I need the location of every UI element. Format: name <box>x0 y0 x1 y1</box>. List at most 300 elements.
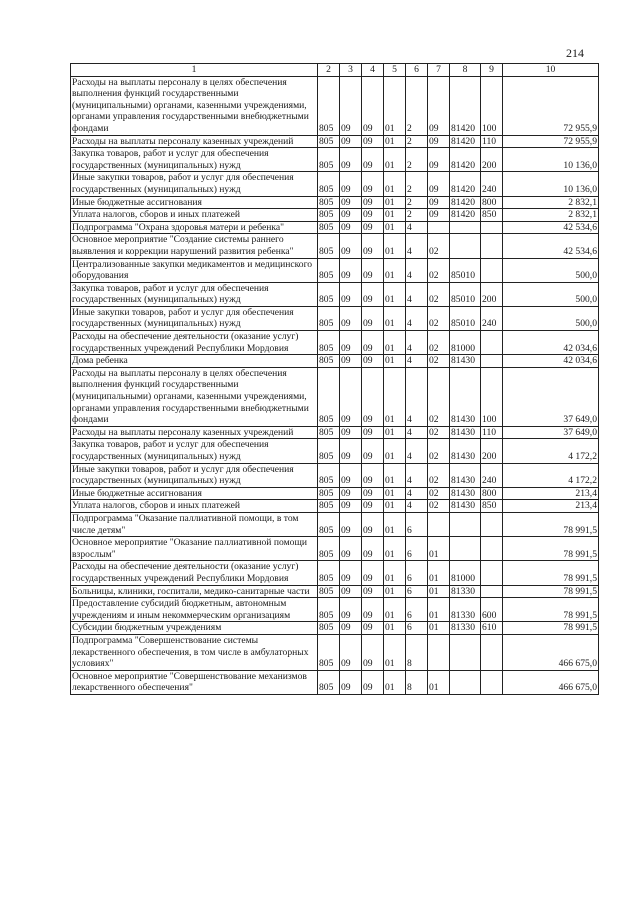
code-cell: 09 <box>340 487 362 500</box>
code-cell: 81430 <box>450 439 481 463</box>
code-cell: 01 <box>428 598 450 622</box>
code-cell: 09 <box>362 537 384 561</box>
code-cell: 200 <box>481 439 503 463</box>
code-cell: 2 <box>406 172 428 196</box>
code-cell <box>450 512 481 536</box>
amount-cell: 500,0 <box>503 306 599 330</box>
table-row <box>71 282 599 306</box>
code-cell: 02 <box>428 306 450 330</box>
code-cell: 240 <box>481 172 503 196</box>
code-cell: 02 <box>428 367 450 426</box>
row-name: Уплата налогов, сборов и иных платежей <box>71 209 318 222</box>
code-cell: 09 <box>340 135 362 148</box>
row-name: Субсидии бюджетным учреждениям <box>71 622 318 635</box>
code-cell: 6 <box>406 561 428 585</box>
code-cell <box>481 512 503 536</box>
code-cell <box>450 221 481 234</box>
code-cell: 81330 <box>450 598 481 622</box>
code-cell: 09 <box>340 439 362 463</box>
code-cell: 6 <box>406 598 428 622</box>
amount-cell: 37 649,0 <box>503 426 599 439</box>
table-row <box>71 331 599 355</box>
code-cell: 200 <box>481 148 503 172</box>
code-cell: 2 <box>406 76 428 135</box>
code-cell: 4 <box>406 367 428 426</box>
header-cell: 2 <box>318 64 340 77</box>
amount-cell: 37 649,0 <box>503 367 599 426</box>
code-cell: 09 <box>340 196 362 209</box>
code-cell <box>481 561 503 585</box>
row-name: Закупка товаров, работ и услуг для обеспечения государственных (муниципальных) нужд <box>71 439 318 463</box>
code-cell <box>428 634 450 670</box>
code-cell: 09 <box>362 209 384 222</box>
code-cell: 02 <box>428 282 450 306</box>
amount-cell: 10 136,0 <box>503 148 599 172</box>
code-cell: 02 <box>428 258 450 282</box>
table-row <box>71 634 599 670</box>
code-cell: 81430 <box>450 355 481 368</box>
table-row <box>71 234 599 258</box>
code-cell: 4 <box>406 463 428 487</box>
code-cell: 09 <box>362 172 384 196</box>
amount-cell: 78 991,5 <box>503 537 599 561</box>
table-row <box>71 306 599 330</box>
code-cell <box>481 670 503 694</box>
code-cell: 600 <box>481 598 503 622</box>
code-cell: 01 <box>384 537 406 561</box>
code-cell: 09 <box>340 512 362 536</box>
row-name: Основное мероприятие "Совершенствование механизмов лекарственного обеспечения" <box>71 670 318 694</box>
table-row <box>71 196 599 209</box>
code-cell: 6 <box>406 585 428 598</box>
code-cell: 110 <box>481 426 503 439</box>
code-cell: 09 <box>362 585 384 598</box>
code-cell: 850 <box>481 209 503 222</box>
code-cell: 01 <box>384 561 406 585</box>
code-cell: 02 <box>428 487 450 500</box>
code-cell: 6 <box>406 512 428 536</box>
code-cell: 01 <box>384 148 406 172</box>
table-row <box>71 512 599 536</box>
code-cell: 09 <box>340 634 362 670</box>
code-cell <box>481 221 503 234</box>
code-cell: 02 <box>428 234 450 258</box>
code-cell: 805 <box>318 439 340 463</box>
table-row <box>71 463 599 487</box>
header-cell: 6 <box>406 64 428 77</box>
code-cell: 6 <box>406 537 428 561</box>
code-cell: 805 <box>318 500 340 513</box>
code-cell: 01 <box>384 282 406 306</box>
code-cell: 09 <box>362 634 384 670</box>
code-cell: 09 <box>362 561 384 585</box>
code-cell: 09 <box>362 439 384 463</box>
code-cell: 85010 <box>450 306 481 330</box>
code-cell: 4 <box>406 426 428 439</box>
code-cell: 09 <box>340 209 362 222</box>
row-name: Расходы на обеспечение деятельности (оказание услуг) государственных учреждений Республики Мордовия <box>71 331 318 355</box>
row-name: Основное мероприятие "Создание системы раннего выявления и коррекции нарушений развития ребенка" <box>71 234 318 258</box>
code-cell: 81420 <box>450 76 481 135</box>
code-cell: 805 <box>318 209 340 222</box>
budget-table <box>70 63 599 695</box>
code-cell <box>450 634 481 670</box>
code-cell: 09 <box>340 148 362 172</box>
code-cell: 805 <box>318 355 340 368</box>
row-name: Расходы на обеспечение деятельности (оказание услуг) государственных учреждений Республики Мордовия <box>71 561 318 585</box>
page-number: 214 <box>566 46 584 60</box>
table-row <box>71 487 599 500</box>
code-cell: 805 <box>318 196 340 209</box>
amount-cell: 466 675,0 <box>503 634 599 670</box>
code-cell: 805 <box>318 537 340 561</box>
code-cell: 01 <box>384 331 406 355</box>
code-cell: 2 <box>406 196 428 209</box>
amount-cell: 466 675,0 <box>503 670 599 694</box>
amount-cell: 72 955,9 <box>503 76 599 135</box>
code-cell <box>481 634 503 670</box>
header-row <box>71 64 599 77</box>
code-cell: 09 <box>362 487 384 500</box>
code-cell: 01 <box>384 585 406 598</box>
row-name: Подпрограмма "Совершенствование системы лекарственного обеспечения, в том числе в амбулаторных условиях" <box>71 634 318 670</box>
row-name: Иные бюджетные ассигнования <box>71 196 318 209</box>
code-cell: 09 <box>362 670 384 694</box>
code-cell: 02 <box>428 355 450 368</box>
code-cell: 02 <box>428 331 450 355</box>
code-cell: 100 <box>481 76 503 135</box>
code-cell: 09 <box>428 196 450 209</box>
code-cell: 85010 <box>450 258 481 282</box>
code-cell: 81430 <box>450 463 481 487</box>
code-cell: 4 <box>406 487 428 500</box>
code-cell: 4 <box>406 221 428 234</box>
code-cell: 01 <box>428 537 450 561</box>
code-cell: 01 <box>384 500 406 513</box>
code-cell: 09 <box>340 500 362 513</box>
code-cell: 09 <box>362 221 384 234</box>
code-cell: 805 <box>318 367 340 426</box>
code-cell: 09 <box>362 331 384 355</box>
code-cell: 850 <box>481 500 503 513</box>
code-cell: 2 <box>406 148 428 172</box>
code-cell: 01 <box>428 585 450 598</box>
amount-cell: 42 534,6 <box>503 234 599 258</box>
amount-cell: 4 172,2 <box>503 439 599 463</box>
header-cell: 9 <box>481 64 503 77</box>
code-cell: 02 <box>428 426 450 439</box>
row-name: Иные закупки товаров, работ и услуг для обеспечения государственных (муниципальных) нужд <box>71 463 318 487</box>
code-cell: 81330 <box>450 585 481 598</box>
code-cell: 01 <box>384 512 406 536</box>
code-cell: 81430 <box>450 367 481 426</box>
code-cell: 805 <box>318 426 340 439</box>
header-cell: 7 <box>428 64 450 77</box>
code-cell: 805 <box>318 463 340 487</box>
amount-cell: 500,0 <box>503 258 599 282</box>
code-cell: 09 <box>428 135 450 148</box>
code-cell: 09 <box>362 258 384 282</box>
amount-cell: 2 832,1 <box>503 209 599 222</box>
header-cell: 1 <box>71 64 318 77</box>
code-cell <box>481 355 503 368</box>
code-cell <box>450 234 481 258</box>
code-cell: 01 <box>384 426 406 439</box>
code-cell: 02 <box>428 500 450 513</box>
code-cell: 09 <box>340 282 362 306</box>
code-cell: 4 <box>406 355 428 368</box>
code-cell <box>450 537 481 561</box>
code-cell: 2 <box>406 135 428 148</box>
header-cell: 8 <box>450 64 481 77</box>
row-name: Больницы, клиники, госпитали, медико-санитарные части <box>71 585 318 598</box>
code-cell: 800 <box>481 487 503 500</box>
code-cell: 01 <box>384 258 406 282</box>
table-row <box>71 622 599 635</box>
code-cell: 09 <box>362 622 384 635</box>
code-cell: 01 <box>384 355 406 368</box>
code-cell: 09 <box>340 561 362 585</box>
code-cell: 805 <box>318 585 340 598</box>
table-row <box>71 537 599 561</box>
code-cell <box>428 512 450 536</box>
table-row <box>71 426 599 439</box>
code-cell: 8 <box>406 634 428 670</box>
amount-cell: 78 991,5 <box>503 622 599 635</box>
row-name: Иные бюджетные ассигнования <box>71 487 318 500</box>
code-cell: 09 <box>428 172 450 196</box>
code-cell <box>428 221 450 234</box>
code-cell: 805 <box>318 598 340 622</box>
code-cell: 01 <box>384 196 406 209</box>
code-cell: 100 <box>481 367 503 426</box>
table-row <box>71 367 599 426</box>
code-cell <box>481 258 503 282</box>
code-cell: 240 <box>481 463 503 487</box>
code-cell: 09 <box>362 135 384 148</box>
code-cell: 09 <box>340 367 362 426</box>
code-cell: 01 <box>384 598 406 622</box>
code-cell: 81430 <box>450 500 481 513</box>
code-cell: 805 <box>318 487 340 500</box>
table-row <box>71 585 599 598</box>
code-cell: 8 <box>406 670 428 694</box>
code-cell: 09 <box>340 172 362 196</box>
row-name: Подпрограмма "Охрана здоровья матери и ребенка" <box>71 221 318 234</box>
code-cell: 81420 <box>450 209 481 222</box>
code-cell: 09 <box>428 76 450 135</box>
code-cell: 4 <box>406 500 428 513</box>
code-cell: 01 <box>428 670 450 694</box>
code-cell: 09 <box>362 76 384 135</box>
code-cell: 01 <box>384 135 406 148</box>
code-cell: 09 <box>340 585 362 598</box>
row-name: Расходы на выплаты персоналу в целях обеспечения выполнения функций государственными (муниципальными) органами, казенными учреждениями, органами управления государственными внебюджетными фондами <box>71 76 318 135</box>
table-row <box>71 135 599 148</box>
amount-cell: 42 034,6 <box>503 331 599 355</box>
amount-cell: 4 172,2 <box>503 463 599 487</box>
code-cell: 01 <box>384 670 406 694</box>
row-name: Расходы на выплаты персоналу казенных учреждений <box>71 426 318 439</box>
amount-cell: 78 991,5 <box>503 598 599 622</box>
code-cell: 09 <box>340 622 362 635</box>
amount-cell: 72 955,9 <box>503 135 599 148</box>
header-cell: 5 <box>384 64 406 77</box>
code-cell: 09 <box>340 670 362 694</box>
row-name: Дома ребенка <box>71 355 318 368</box>
code-cell: 09 <box>340 76 362 135</box>
amount-cell: 42 534,6 <box>503 221 599 234</box>
code-cell: 81420 <box>450 148 481 172</box>
code-cell: 02 <box>428 439 450 463</box>
code-cell: 805 <box>318 634 340 670</box>
code-cell: 805 <box>318 258 340 282</box>
code-cell: 2 <box>406 209 428 222</box>
code-cell: 81430 <box>450 426 481 439</box>
code-cell <box>481 537 503 561</box>
code-cell: 4 <box>406 234 428 258</box>
code-cell: 4 <box>406 306 428 330</box>
table-row <box>71 561 599 585</box>
code-cell: 805 <box>318 512 340 536</box>
code-cell: 01 <box>384 172 406 196</box>
code-cell: 01 <box>384 439 406 463</box>
code-cell: 09 <box>362 512 384 536</box>
code-cell: 01 <box>384 76 406 135</box>
code-cell: 200 <box>481 282 503 306</box>
row-name: Предоставление субсидий бюджетным, автономным учреждениям и иным некоммерческим организациям <box>71 598 318 622</box>
row-name: Закупка товаров, работ и услуг для обеспечения государственных (муниципальных) нужд <box>71 282 318 306</box>
code-cell: 09 <box>362 355 384 368</box>
amount-cell: 78 991,5 <box>503 561 599 585</box>
amount-cell: 213,4 <box>503 500 599 513</box>
amount-cell: 42 034,6 <box>503 355 599 368</box>
code-cell: 09 <box>362 282 384 306</box>
table-row <box>71 221 599 234</box>
code-cell <box>481 234 503 258</box>
amount-cell: 2 832,1 <box>503 196 599 209</box>
code-cell: 81330 <box>450 622 481 635</box>
code-cell: 805 <box>318 670 340 694</box>
code-cell <box>481 331 503 355</box>
code-cell: 01 <box>384 209 406 222</box>
code-cell: 09 <box>428 148 450 172</box>
row-name: Расходы на выплаты персоналу в целях обеспечения выполнения функций государственными (муниципальными) органами, казенными учреждениями, органами управления государственными внебюджетными фондами <box>71 367 318 426</box>
code-cell: 610 <box>481 622 503 635</box>
code-cell <box>481 585 503 598</box>
header-cell: 10 <box>503 64 599 77</box>
code-cell: 4 <box>406 439 428 463</box>
header-cell: 4 <box>362 64 384 77</box>
code-cell: 805 <box>318 282 340 306</box>
code-cell: 81430 <box>450 487 481 500</box>
code-cell: 01 <box>428 622 450 635</box>
code-cell: 09 <box>340 234 362 258</box>
table-row <box>71 172 599 196</box>
row-name: Расходы на выплаты персоналу казенных учреждений <box>71 135 318 148</box>
code-cell: 09 <box>340 537 362 561</box>
code-cell: 09 <box>362 463 384 487</box>
code-cell: 01 <box>384 634 406 670</box>
code-cell: 09 <box>428 209 450 222</box>
table-row <box>71 76 599 135</box>
table-row <box>71 439 599 463</box>
code-cell: 01 <box>384 234 406 258</box>
table-row <box>71 258 599 282</box>
code-cell: 09 <box>362 500 384 513</box>
code-cell: 81000 <box>450 331 481 355</box>
code-cell: 805 <box>318 221 340 234</box>
code-cell: 805 <box>318 622 340 635</box>
code-cell: 09 <box>362 306 384 330</box>
code-cell: 01 <box>384 367 406 426</box>
code-cell: 09 <box>340 426 362 439</box>
code-cell: 805 <box>318 135 340 148</box>
code-cell: 240 <box>481 306 503 330</box>
code-cell: 09 <box>362 234 384 258</box>
code-cell: 85010 <box>450 282 481 306</box>
code-cell: 01 <box>384 306 406 330</box>
code-cell: 4 <box>406 258 428 282</box>
table-row <box>71 148 599 172</box>
code-cell: 01 <box>384 622 406 635</box>
code-cell: 09 <box>340 331 362 355</box>
code-cell: 02 <box>428 463 450 487</box>
code-cell: 805 <box>318 172 340 196</box>
code-cell <box>450 670 481 694</box>
code-cell: 805 <box>318 306 340 330</box>
code-cell: 09 <box>340 258 362 282</box>
row-name: Основное мероприятие "Оказание паллиативной помощи взрослым" <box>71 537 318 561</box>
code-cell: 09 <box>340 598 362 622</box>
row-name: Централизованные закупки медикаментов и медицинского оборудования <box>71 258 318 282</box>
code-cell: 09 <box>340 355 362 368</box>
code-cell: 110 <box>481 135 503 148</box>
code-cell: 805 <box>318 76 340 135</box>
code-cell: 805 <box>318 331 340 355</box>
row-name: Подпрограмма "Оказание паллиативной помощи, в том числе детям" <box>71 512 318 536</box>
code-cell: 81420 <box>450 135 481 148</box>
amount-cell: 213,4 <box>503 487 599 500</box>
code-cell: 09 <box>362 196 384 209</box>
code-cell: 09 <box>340 306 362 330</box>
table-row <box>71 500 599 513</box>
header-cell: 3 <box>340 64 362 77</box>
amount-cell: 78 991,5 <box>503 585 599 598</box>
row-name: Уплата налогов, сборов и иных платежей <box>71 500 318 513</box>
code-cell: 01 <box>384 463 406 487</box>
code-cell: 81420 <box>450 172 481 196</box>
amount-cell: 10 136,0 <box>503 172 599 196</box>
row-name: Закупка товаров, работ и услуг для обеспечения государственных (муниципальных) нужд <box>71 148 318 172</box>
code-cell: 09 <box>340 221 362 234</box>
table-row <box>71 355 599 368</box>
code-cell: 800 <box>481 196 503 209</box>
table-row <box>71 670 599 694</box>
code-cell: 4 <box>406 282 428 306</box>
code-cell: 6 <box>406 622 428 635</box>
code-cell: 01 <box>428 561 450 585</box>
code-cell: 09 <box>362 598 384 622</box>
code-cell: 805 <box>318 561 340 585</box>
row-name: Иные закупки товаров, работ и услуг для обеспечения государственных (муниципальных) нужд <box>71 306 318 330</box>
code-cell: 805 <box>318 148 340 172</box>
code-cell: 805 <box>318 234 340 258</box>
code-cell: 81000 <box>450 561 481 585</box>
code-cell: 01 <box>384 221 406 234</box>
code-cell: 09 <box>362 148 384 172</box>
code-cell: 09 <box>362 367 384 426</box>
